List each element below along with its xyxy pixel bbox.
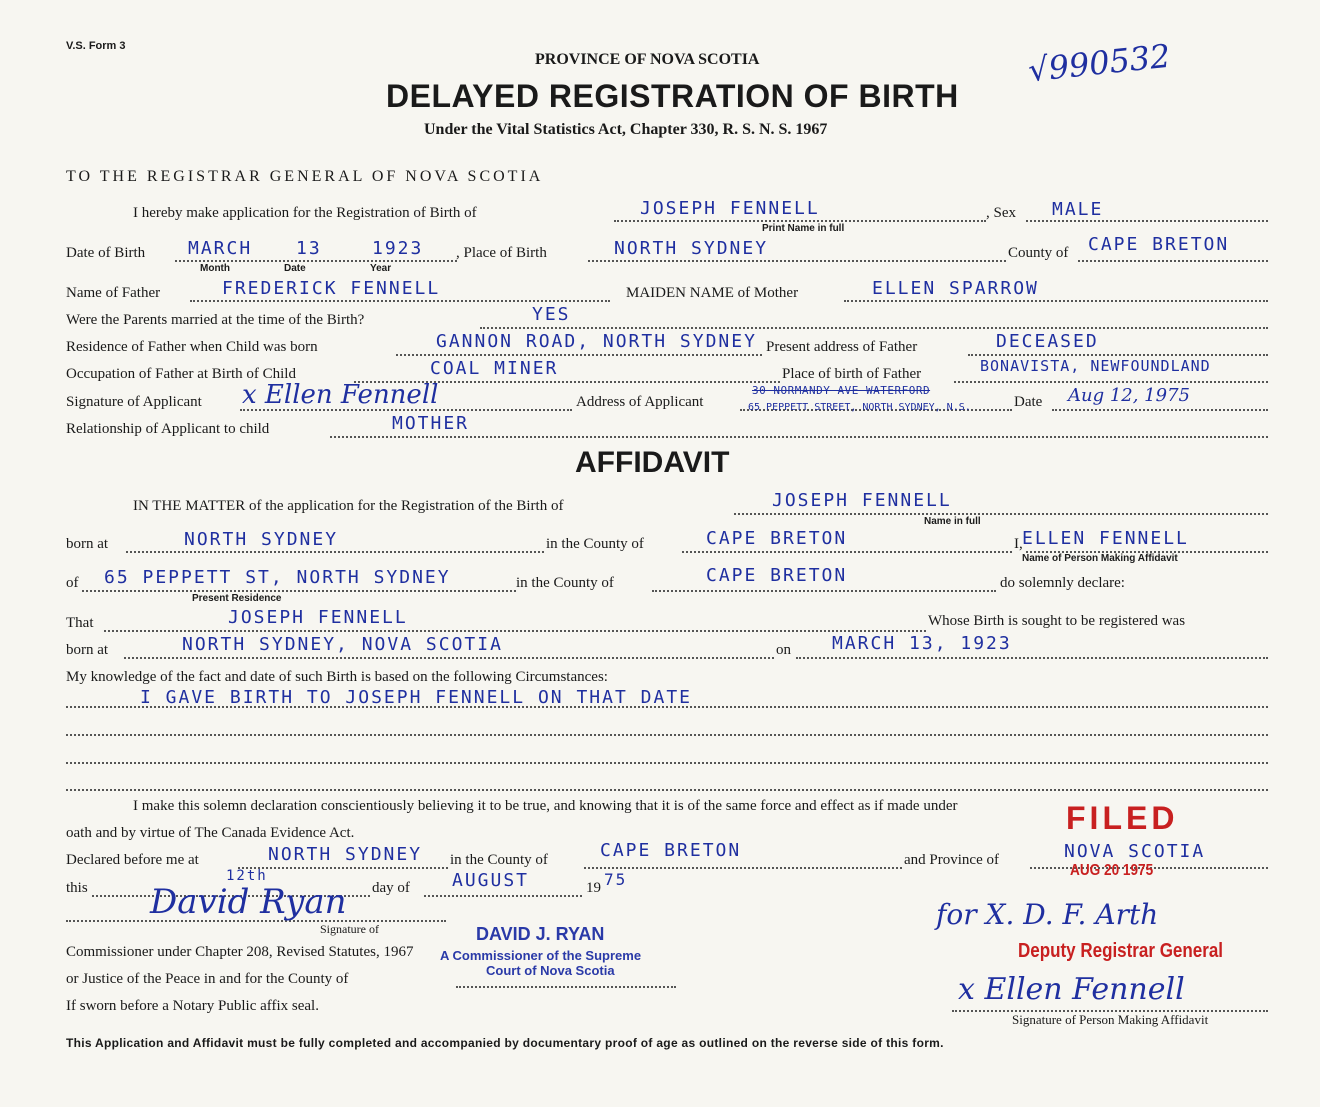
child-name: JOSEPH FENNELL	[640, 198, 820, 219]
declared-day: 12th	[226, 868, 268, 884]
dob-year: 1923	[372, 238, 424, 259]
sex-label: , Sex	[986, 205, 1016, 221]
relationship-label: Relationship of Applicant to child	[66, 421, 270, 437]
deponent-residence: 65 PEPPETT ST, NORTH SYDNEY	[104, 567, 451, 588]
applicant-signature: x Ellen Fennell	[242, 380, 439, 410]
name-in-full-hint: Name in full	[924, 516, 981, 527]
that-name: JOSEPH FENNELL	[228, 607, 408, 628]
address-label: Address of Applicant	[576, 394, 704, 410]
father-birthplace: BONAVISTA, NEWFOUNDLAND	[980, 357, 1211, 375]
commissioner-signature: David Ryan	[150, 882, 347, 922]
father-occupation: COAL MINER	[430, 358, 559, 379]
county-of-label: in the County of	[546, 536, 644, 552]
declared-county: CAPE BRETON	[600, 840, 742, 861]
footer-note: This Application and Affidavit must be fully completed and accompanied by documentary proof of age as outlined on the reverse side of this form.	[66, 1036, 944, 1050]
filed-date-stamp: AUG 20 1975	[1070, 862, 1154, 879]
mother-name: ELLEN SPARROW	[872, 278, 1039, 299]
father-present-address: DECEASED	[996, 331, 1099, 352]
declared-month: AUGUST	[452, 870, 530, 891]
commissioner-stamp-name: DAVID J. RYAN	[476, 924, 605, 944]
applicant-address: 65 PEPPETT STREET, NORTH SYDNEY, N.S.	[748, 402, 971, 413]
address-struck: 30 NORMANDY AVE WATERFORD	[752, 384, 931, 397]
married-label: Were the Parents married at the time of the Birth?	[66, 312, 365, 328]
date-hint: Date	[284, 263, 306, 274]
knowledge-label: My knowledge of the fact and date of such Birth is based on the following Circumstances:	[66, 669, 608, 685]
mother-label: MAIDEN NAME of Mother	[626, 285, 799, 301]
commissioner-stamp-title-1: A Commissioner of the Supreme	[440, 948, 642, 963]
residence-label: Residence of Father when Child was born	[66, 339, 318, 355]
application-date: Aug 12, 1975	[1068, 385, 1190, 406]
present-residence-hint: Present Residence	[192, 593, 282, 604]
declared-at: NORTH SYDNEY	[268, 844, 423, 865]
year-prefix: 19	[586, 880, 601, 896]
month-hint: Month	[200, 263, 230, 274]
page-title: DELAYED REGISTRATION OF BIRTH	[386, 78, 959, 114]
province-label: and Province of	[904, 852, 999, 868]
commissioner-line: Commissioner under Chapter 208, Revised Statutes, 1967	[66, 944, 414, 960]
deponent-signature-label: Signature of Person Making Affidavit	[1012, 1012, 1209, 1027]
dob-label: Date of Birth	[66, 245, 146, 261]
notary-line: If sworn before a Notary Public affix seal.	[66, 998, 319, 1014]
declared-county-label: in the County of	[450, 852, 548, 868]
sex-value: MALE	[1052, 199, 1104, 220]
relationship-value: MOTHER	[392, 413, 470, 434]
matter-label: IN THE MATTER of the application for the Registration of the Birth of	[133, 498, 564, 514]
born-at2-label: born at	[66, 642, 109, 658]
married-value: YES	[532, 304, 571, 325]
father-label: Name of Father	[66, 285, 161, 301]
county-value: CAPE BRETON	[1088, 234, 1230, 255]
on-label: on	[776, 642, 791, 658]
present-address-label: Present address of Father	[766, 339, 918, 355]
place-label: , Place of Birth	[456, 245, 547, 261]
date-label: Date	[1014, 394, 1043, 410]
print-name-hint: Print Name in full	[762, 223, 845, 234]
born-at2-value: NORTH SYDNEY, NOVA SCOTIA	[182, 634, 503, 655]
circumstance-text: I GAVE BIRTH TO JOSEPH FENNELL ON THAT DATE	[140, 687, 692, 708]
deponent-hint: Name of Person Making Affidavit	[1022, 553, 1178, 564]
justice-line: or Justice of the Peace in and for the County of	[66, 971, 349, 987]
solemn-line-1: I make this solemn declaration conscientiously believing it to be true, and knowing that it is of the same force and effect as if made under	[133, 798, 958, 814]
occupation-label: Occupation of Father at Birth of Child	[66, 366, 296, 382]
solemn-line-2: oath and by virtue of The Canada Evidence Act.	[66, 825, 355, 841]
father-name: FREDERICK FENNELL	[222, 278, 441, 299]
registrar-signature: for X. D. F. Arth	[936, 898, 1159, 931]
county-label: County of	[1008, 245, 1069, 261]
filed-stamp: FILED	[1066, 800, 1179, 836]
registration-number: √990532	[1026, 36, 1173, 90]
deponent-signature: x Ellen Fennell	[958, 972, 1185, 1007]
page-subtitle: Under the Vital Statistics Act, Chapter 330, R. S. N. S. 1967	[424, 121, 828, 138]
whose-label: Whose Birth is sought to be registered was	[928, 613, 1186, 629]
affidavit-title: AFFIDAVIT	[575, 446, 730, 479]
county2-label: in the County of	[516, 575, 614, 591]
deponent-name: ELLEN FENNELL	[1022, 528, 1189, 549]
declared-label: Declared before me at	[66, 852, 199, 868]
declare-label: do solemnly declare:	[1000, 575, 1125, 591]
affidavit-child-name: JOSEPH FENNELL	[772, 490, 952, 511]
of-label: of	[66, 575, 79, 591]
this-label: this	[66, 880, 88, 896]
declared-year: 75	[604, 870, 628, 889]
registrar-title-stamp: Deputy Registrar General	[1018, 940, 1224, 962]
signature-of-label: Signature of	[320, 922, 379, 936]
i-label: I,	[1014, 536, 1023, 552]
year-hint: Year	[370, 263, 392, 274]
born-at-label: born at	[66, 536, 109, 552]
born-at-value: NORTH SYDNEY	[184, 529, 339, 550]
dob-month: MARCH	[188, 238, 253, 259]
affidavit-county2: CAPE BRETON	[706, 565, 848, 586]
province-heading: PROVINCE OF NOVA SCOTIA	[535, 51, 760, 68]
that-label: That	[66, 615, 94, 631]
addressee: TO THE REGISTRAR GENERAL OF NOVA SCOTIA	[66, 168, 544, 185]
form-id: V.S. Form 3	[66, 40, 126, 52]
commissioner-stamp-title-2: Court of Nova Scotia	[486, 963, 615, 978]
place-of-birth: NORTH SYDNEY	[614, 238, 769, 259]
father-residence: GANNON ROAD, NORTH SYDNEY	[436, 331, 757, 352]
intro-label: I hereby make application for the Registration of Birth of	[133, 205, 477, 221]
birth-date: MARCH 13, 1923	[832, 633, 1012, 654]
father-birthplace-label: Place of birth of Father	[782, 366, 922, 382]
affidavit-county: CAPE BRETON	[706, 528, 848, 549]
day-of-label: day of	[372, 880, 410, 896]
dob-day: 13	[296, 238, 322, 259]
signature-label: Signature of Applicant	[66, 394, 202, 410]
declared-province: NOVA SCOTIA	[1064, 841, 1206, 862]
